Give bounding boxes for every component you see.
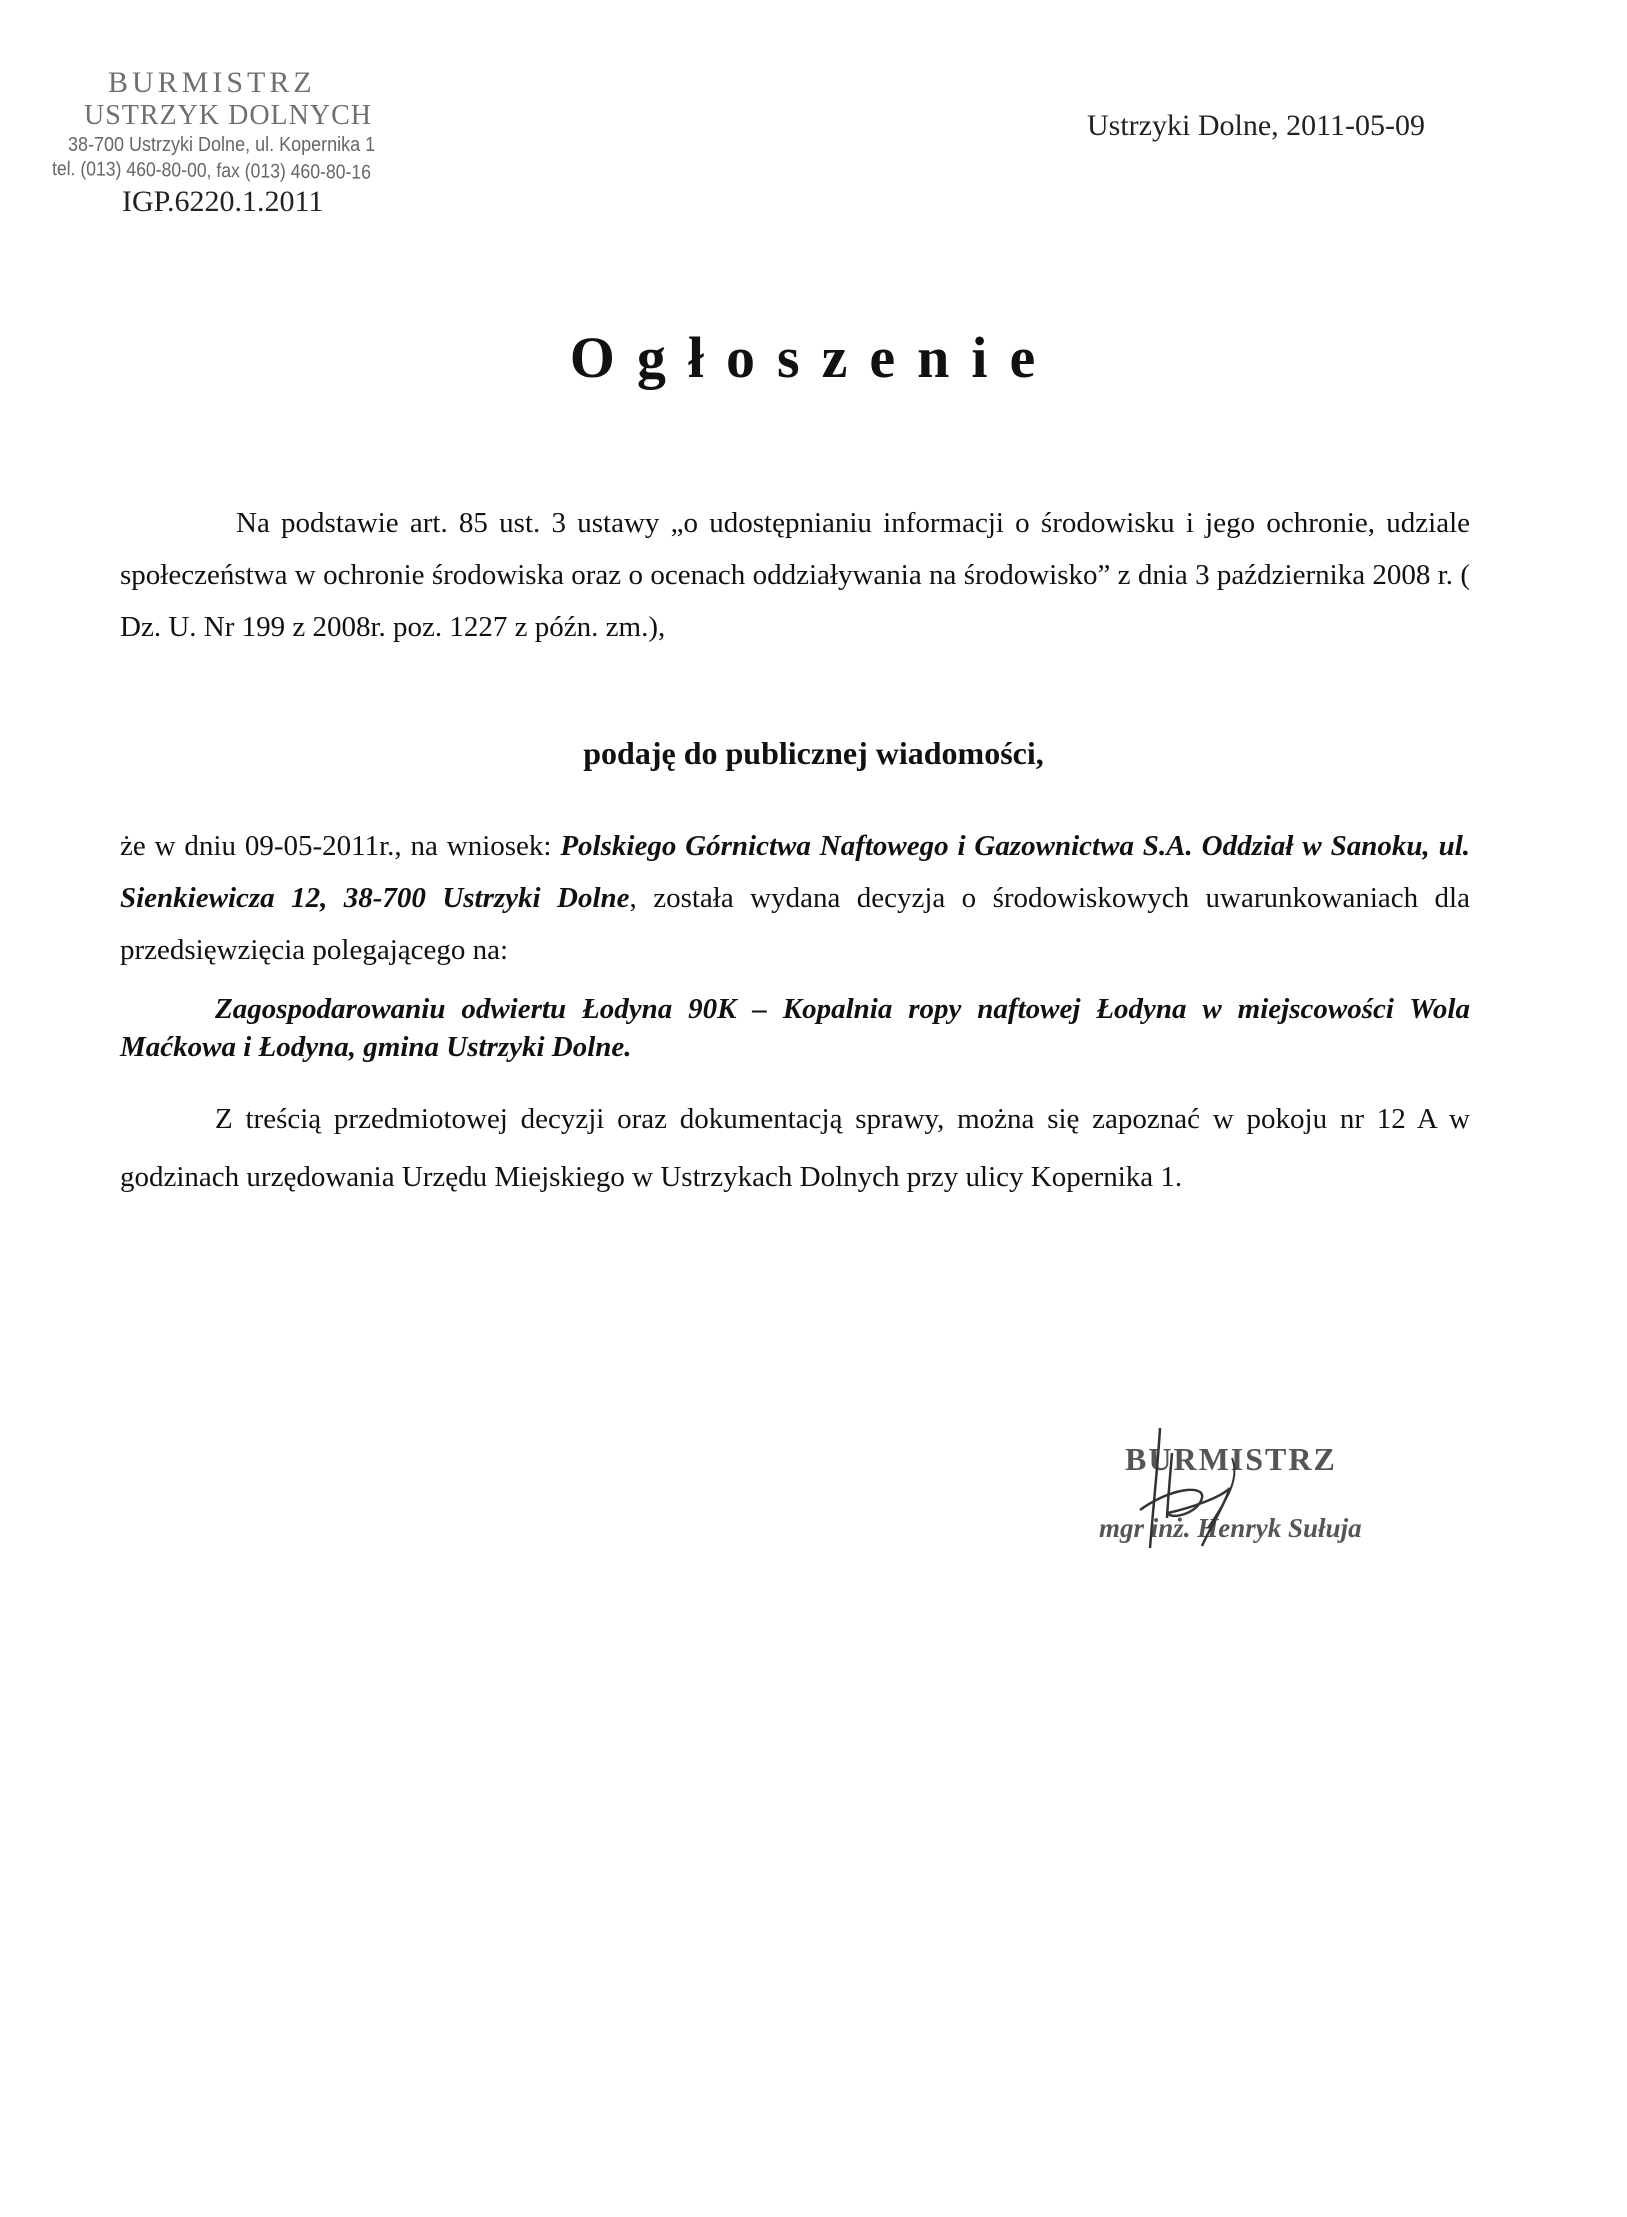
stamp-address: 38-700 Ustrzyki Dolne, ul. Kopernika 1 [68, 134, 376, 156]
legal-basis-paragraph: Na podstawie art. 85 ust. 3 ustawy „o udostępnianiu informacji o środowisku i jego ochronie, udziale społeczeństwa w ochronie środowiska oraz o ocenach oddziaływania na środowisko” z dnia 3 października 2008 r. ( Dz. U. Nr 199 z 2008r. poz. 1227 z późn. zm.), [120, 507, 1470, 643]
place-and-date: Ustrzyki Dolne, 2011-05-09 [1087, 109, 1425, 142]
signature-stamp-name: mgr inż. Henryk Sułuja [1099, 1513, 1362, 1543]
stamp-office-title: BURMISTRZ [108, 66, 316, 99]
document-title: Ogłoszenie [569, 325, 1058, 390]
declaration-heading: podaję do publicznej wiadomości, [583, 735, 1044, 771]
signature-stamp-title: BURMISTRZ [1125, 1441, 1337, 1477]
decision-paragraph [120, 820, 1470, 976]
applicant-name: Polskiego Górnictwa Naftowego i Gazownictwa S.A. Oddział w Sanoku, ul. Sienkiewicza 12, 38-700 Ustrzyki Dolne [120, 830, 1471, 914]
handwritten-signature [1110, 1418, 1280, 1558]
decision-text: , została wydana decyzja o środowiskowych uwarunkowaniach dla przedsięwzięcia polegającego na: [120, 882, 1470, 966]
stamp-office-town: USTRZYK DOLNYCH [84, 100, 372, 131]
reference-number: IGP.6220.1.2011 [122, 185, 324, 218]
decision-intro: że w dniu 09-05-2011r., na wniosek: [120, 830, 561, 862]
access-information-paragraph: Z treścią przedmiotowej decyzji oraz dokumentacją sprawy, można się zapoznać w pokoju nr 12 A w godzinach urzędowania Urzędu Miejskiego w Ustrzykach Dolnych przy ulicy Kopernika 1. [120, 1103, 1470, 1193]
stamp-phone-fax: tel. (013) 460-80-00, fax (013) 460-80-16 [51, 158, 372, 184]
project-description: Zagospodarowaniu odwiertu Łodyna 90K – Kopalnia ropy naftowej Łodyna w miejscowości Wola Maćkowa i Łodyna, gmina Ustrzyki Dolne. [120, 993, 1470, 1063]
